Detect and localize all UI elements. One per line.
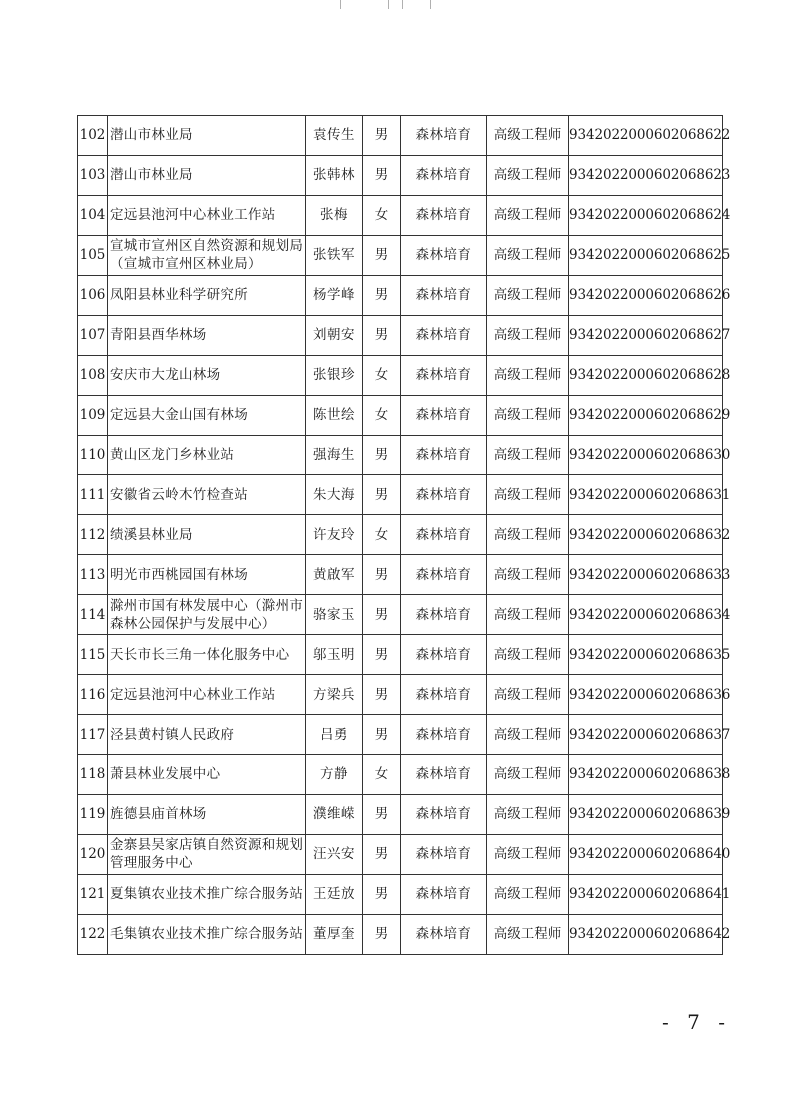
- qualification-cell: 高级工程师: [487, 155, 569, 195]
- person-name-cell: 方梁兵: [306, 675, 363, 715]
- table-row: [78, 874, 723, 914]
- table-row: [78, 555, 723, 595]
- row-number-cell: 106: [78, 275, 108, 315]
- row-number-cell: 113: [78, 555, 108, 595]
- table-row: [78, 794, 723, 834]
- specialty-cell: 森林培育: [401, 874, 487, 914]
- qualification-cell: 高级工程师: [487, 195, 569, 235]
- certificate-number-cell: 9342022000602068627: [569, 315, 723, 355]
- table-row: [78, 834, 723, 874]
- row-number-cell: 112: [78, 515, 108, 555]
- gender-cell: 男: [363, 235, 401, 275]
- unit-name-cell: 夏集镇农业技术推广综合服务站: [108, 874, 306, 914]
- person-name-cell: 朱大海: [306, 475, 363, 515]
- row-number-cell: 104: [78, 195, 108, 235]
- certificate-number-cell: 9342022000602068635: [569, 635, 723, 675]
- qualification-cell: 高级工程师: [487, 595, 569, 635]
- gender-cell: 男: [363, 675, 401, 715]
- certificate-number-cell: 9342022000602068624: [569, 195, 723, 235]
- specialty-cell: 森林培育: [401, 715, 487, 755]
- row-number-cell: 109: [78, 395, 108, 435]
- gender-cell: 男: [363, 595, 401, 635]
- person-name-cell: 刘朝安: [306, 315, 363, 355]
- gender-cell: 男: [363, 874, 401, 914]
- unit-name-cell: 泾县黄村镇人民政府: [108, 715, 306, 755]
- specialty-cell: 森林培育: [401, 595, 487, 635]
- certificate-number-cell: 9342022000602068630: [569, 435, 723, 475]
- row-number-cell: 105: [78, 235, 108, 275]
- specialty-cell: 森林培育: [401, 275, 487, 315]
- qualification-cell: 高级工程师: [487, 355, 569, 395]
- specialty-cell: 森林培育: [401, 195, 487, 235]
- unit-name-cell: 滁州市国有林发展中心（滁州市森林公园保护与发展中心）: [108, 595, 306, 635]
- row-number-cell: 115: [78, 635, 108, 675]
- qualification-cell: 高级工程师: [487, 515, 569, 555]
- row-number-cell: 103: [78, 155, 108, 195]
- unit-name-cell: 宣城市宣州区自然资源和规划局（宣城市宣州区林业局）: [108, 235, 306, 275]
- table-row: [78, 635, 723, 675]
- qualification-cell: 高级工程师: [487, 874, 569, 914]
- table-row: [78, 395, 723, 435]
- person-name-cell: 杨学峰: [306, 275, 363, 315]
- scan-marks: [340, 0, 470, 10]
- certificate-number-cell: 9342022000602068632: [569, 515, 723, 555]
- qualification-cell: 高级工程师: [487, 635, 569, 675]
- table-row: [78, 755, 723, 795]
- qualification-cell: 高级工程师: [487, 315, 569, 355]
- table-row: [78, 515, 723, 555]
- gender-cell: 男: [363, 275, 401, 315]
- specialty-cell: 森林培育: [401, 435, 487, 475]
- person-name-cell: 张银珍: [306, 355, 363, 395]
- gender-cell: 男: [363, 435, 401, 475]
- qualification-cell: 高级工程师: [487, 914, 569, 954]
- person-name-cell: 吕勇: [306, 715, 363, 755]
- unit-name-cell: 定远县大金山国有林场: [108, 395, 306, 435]
- certificate-number-cell: 9342022000602068633: [569, 555, 723, 595]
- qualification-cell: 高级工程师: [487, 435, 569, 475]
- certificate-number-cell: 9342022000602068639: [569, 794, 723, 834]
- gender-cell: 女: [363, 355, 401, 395]
- unit-name-cell: 黄山区龙门乡林业站: [108, 435, 306, 475]
- table-row: [78, 914, 723, 954]
- roster-body: [78, 116, 731, 955]
- table-row: [78, 315, 723, 355]
- specialty-cell: 森林培育: [401, 755, 487, 795]
- unit-name-cell: 青阳县酉华林场: [108, 315, 306, 355]
- certificate-number-cell: 9342022000602068641: [569, 874, 723, 914]
- gender-cell: 男: [363, 794, 401, 834]
- gender-cell: 女: [363, 195, 401, 235]
- specialty-cell: 森林培育: [401, 834, 487, 874]
- row-number-cell: 107: [78, 315, 108, 355]
- unit-name-cell: 金寨县吴家店镇自然资源和规划管理服务中心: [108, 834, 306, 874]
- table-row: [78, 155, 723, 195]
- gender-cell: 男: [363, 155, 401, 195]
- person-name-cell: 黄啟军: [306, 555, 363, 595]
- row-number-cell: 114: [78, 595, 108, 635]
- certificate-number-cell: 9342022000602068638: [569, 755, 723, 795]
- table-row: [78, 435, 723, 475]
- specialty-cell: 森林培育: [401, 235, 487, 275]
- certificate-number-cell: 9342022000602068631: [569, 475, 723, 515]
- table-row: [78, 355, 723, 395]
- specialty-cell: 森林培育: [401, 155, 487, 195]
- specialty-cell: 森林培育: [401, 395, 487, 435]
- qualification-cell: 高级工程师: [487, 715, 569, 755]
- unit-name-cell: 旌德县庙首林场: [108, 794, 306, 834]
- table-row: [78, 195, 723, 235]
- person-name-cell: 骆家玉: [306, 595, 363, 635]
- person-name-cell: 许友玲: [306, 515, 363, 555]
- qualification-cell: 高级工程师: [487, 116, 569, 156]
- certificate-number-cell: 9342022000602068629: [569, 395, 723, 435]
- row-number-cell: 108: [78, 355, 108, 395]
- row-number-cell: 120: [78, 834, 108, 874]
- certificate-number-cell: 9342022000602068640: [569, 834, 723, 874]
- person-name-cell: 张梅: [306, 195, 363, 235]
- certificate-number-cell: 9342022000602068628: [569, 355, 723, 395]
- unit-name-cell: 潜山市林业局: [108, 116, 306, 156]
- specialty-cell: 森林培育: [401, 116, 487, 156]
- certificate-number-cell: 9342022000602068623: [569, 155, 723, 195]
- specialty-cell: 森林培育: [401, 355, 487, 395]
- qualification-cell: 高级工程师: [487, 275, 569, 315]
- gender-cell: 男: [363, 116, 401, 156]
- person-name-cell: 强海生: [306, 435, 363, 475]
- person-name-cell: 濮维嵘: [306, 794, 363, 834]
- specialty-cell: 森林培育: [401, 675, 487, 715]
- table-row: [78, 116, 723, 156]
- certificate-number-cell: 9342022000602068636: [569, 675, 723, 715]
- qualification-cell: 高级工程师: [487, 235, 569, 275]
- row-number-cell: 122: [78, 914, 108, 954]
- table-row: [78, 675, 723, 715]
- unit-name-cell: 凤阳县林业科学研究所: [108, 275, 306, 315]
- person-name-cell: 袁传生: [306, 116, 363, 156]
- gender-cell: 男: [363, 914, 401, 954]
- unit-name-cell: 绩溪县林业局: [108, 515, 306, 555]
- specialty-cell: 森林培育: [401, 555, 487, 595]
- person-name-cell: 邬玉明: [306, 635, 363, 675]
- certificate-number-cell: 9342022000602068625: [569, 235, 723, 275]
- unit-name-cell: 潜山市林业局: [108, 155, 306, 195]
- unit-name-cell: 萧县林业发展中心: [108, 755, 306, 795]
- unit-name-cell: 定远县池河中心林业工作站: [108, 195, 306, 235]
- specialty-cell: 森林培育: [401, 635, 487, 675]
- row-number-cell: 118: [78, 755, 108, 795]
- row-number-cell: 111: [78, 475, 108, 515]
- unit-name-cell: 天长市长三角一体化服务中心: [108, 635, 306, 675]
- gender-cell: 男: [363, 315, 401, 355]
- qualification-cell: 高级工程师: [487, 794, 569, 834]
- unit-name-cell: 安庆市大龙山林场: [108, 355, 306, 395]
- certificate-number-cell: 9342022000602068622: [569, 116, 723, 156]
- roster-table: [77, 115, 731, 955]
- row-number-cell: 121: [78, 874, 108, 914]
- gender-cell: 男: [363, 475, 401, 515]
- person-name-cell: 张铁军: [306, 235, 363, 275]
- certificate-number-cell: 9342022000602068626: [569, 275, 723, 315]
- page-number: - 7 -: [662, 1010, 731, 1034]
- qualification-cell: 高级工程师: [487, 555, 569, 595]
- gender-cell: 男: [363, 715, 401, 755]
- specialty-cell: 森林培育: [401, 794, 487, 834]
- table-row: [78, 235, 723, 275]
- qualification-cell: 高级工程师: [487, 675, 569, 715]
- gender-cell: 男: [363, 834, 401, 874]
- gender-cell: 女: [363, 755, 401, 795]
- gender-cell: 男: [363, 635, 401, 675]
- row-number-cell: 102: [78, 116, 108, 156]
- specialty-cell: 森林培育: [401, 475, 487, 515]
- table-row: [78, 275, 723, 315]
- qualification-cell: 高级工程师: [487, 755, 569, 795]
- qualification-cell: 高级工程师: [487, 395, 569, 435]
- row-number-cell: 110: [78, 435, 108, 475]
- unit-name-cell: 毛集镇农业技术推广综合服务站: [108, 914, 306, 954]
- certificate-number-cell: 9342022000602068634: [569, 595, 723, 635]
- specialty-cell: 森林培育: [401, 515, 487, 555]
- person-name-cell: 汪兴安: [306, 834, 363, 874]
- person-name-cell: 董厚奎: [306, 914, 363, 954]
- person-name-cell: 王廷放: [306, 874, 363, 914]
- person-name-cell: 陈世绘: [306, 395, 363, 435]
- table-row: [78, 475, 723, 515]
- person-name-cell: 方静: [306, 755, 363, 795]
- certificate-number-cell: 9342022000602068637: [569, 715, 723, 755]
- gender-cell: 男: [363, 555, 401, 595]
- row-number-cell: 116: [78, 675, 108, 715]
- table-row: [78, 715, 723, 755]
- unit-name-cell: 安徽省云岭木竹检查站: [108, 475, 306, 515]
- table-row: [78, 595, 723, 635]
- gender-cell: 女: [363, 395, 401, 435]
- qualification-cell: 高级工程师: [487, 834, 569, 874]
- unit-name-cell: 定远县池河中心林业工作站: [108, 675, 306, 715]
- unit-name-cell: 明光市西桃园国有林场: [108, 555, 306, 595]
- person-name-cell: 张韩林: [306, 155, 363, 195]
- row-number-cell: 117: [78, 715, 108, 755]
- row-number-cell: 119: [78, 794, 108, 834]
- specialty-cell: 森林培育: [401, 315, 487, 355]
- specialty-cell: 森林培育: [401, 914, 487, 954]
- certificate-number-cell: 9342022000602068642: [569, 914, 723, 954]
- qualification-cell: 高级工程师: [487, 475, 569, 515]
- gender-cell: 女: [363, 515, 401, 555]
